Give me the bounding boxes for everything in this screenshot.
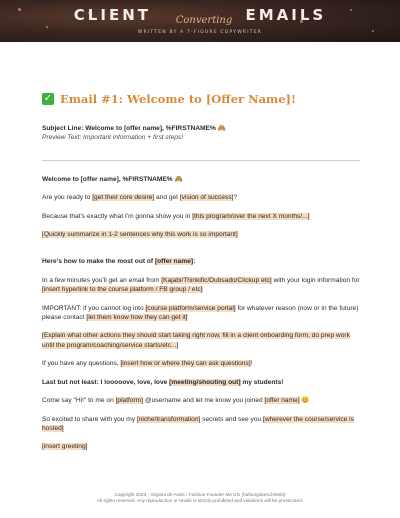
placeholder-hyperlink: [insert hyperlink to the course platform / FB group / etc] [42,286,203,294]
placeholder-core-desire: [get their core desire] [92,194,155,202]
how-to-heading: Here's how to make the most out of [offer name]: [42,258,196,266]
paragraph-actions [42,331,360,350]
placeholder-offer-name-2: [offer name] [264,397,300,405]
email-heading-text: Email #1: Welcome to [Offer Name]! [60,92,297,106]
placeholder-offer-name: [offer name] [154,258,194,266]
section-divider [42,160,360,161]
placeholder-shouting-out: [meeting/shouting out] [169,378,241,386]
placeholder-program: [this program/over the next X months/...] [192,212,310,220]
rights-line: All rights reserved. Any reproduction or resale is strictly prohibited and violations will be prosecuted. [96,498,304,503]
placeholder-actions: [Explain what other actions they should start taking right now, fill in a client onboarding form, do prep work until the program/coaching/service starts/etc...] [42,332,350,349]
checkmark-icon: ✓ [43,93,53,104]
copyright-line: Copyright 2023 - Virginia de Assis / Fashion Founder Me UG (haftungsbeschränkt) [114,492,286,497]
paragraph-ready: Are you ready to [get their core desire] and get [vision of success]? [42,194,238,202]
placeholder-niche: [niche/transformation] [136,415,201,423]
placeholder-hosted: [wherever the course/service is hosted] [42,415,354,432]
subject-line: Subject Line: Welcome to [offer name], %FIRSTNAME% 🙈 [42,125,226,132]
placeholder-social-platform: [platform] [115,397,144,405]
banner-title-right: EMAILS [245,6,327,24]
greeting-line: Welcome to [offer name], %FIRSTNAME% 🙈 [42,175,183,183]
placeholder-questions: [insert how or where they can ask questions] [120,360,251,368]
paragraph-summary [42,230,360,239]
paragraph-signoff [42,442,360,451]
placeholder-vision: [vision of success] [179,194,234,202]
paragraph-questions: If you have any questions, [insert how or where they can ask questions]! [42,360,253,368]
paragraph-say-hi: Come say "Hi!" to me on [platform] @username and let me know you joined [offer name] 😊 [42,397,310,405]
placeholder-summary: [Quickly summarize in 1-2 sentences why this work is so important] [42,231,238,239]
paragraph-login-email: In a few minutes you'll get an email from [Kajabi/Thinkific/Dubsado/Clickup etc] with your login information for [insert hyperlink to the course platform / FB group / etc] [42,276,360,294]
paragraph-important: IMPORTANT: if you cannot log into [course platform/service portal] for whatever reason (now or in the future) please contact [let them know how they can get it] [42,304,359,322]
email-heading [42,92,360,106]
banner-tagline: WRITTEN BY A 7-FIGURE COPYWRITER [137,30,263,35]
paragraph-excited: So excited to share with you my [niche/transformation] secrets and see you [wherever the course/service is hosted] [42,415,354,432]
header-banner [0,0,400,42]
copyright-footer [0,492,400,504]
placeholder-greeting: [insert greeting] [42,443,88,451]
placeholder-contact: [let them know how they can get it] [86,314,188,322]
placeholder-portal: [course platform/service portal] [145,304,236,312]
banner-script-word: Converting [175,15,233,26]
email-document [42,92,360,452]
banner-title-left: CLIENT [73,6,151,24]
preview-text: Preview Text: Important information + first steps! [42,134,184,142]
paragraph-last: Last but not least: I looooove, love, love [meeting/shouting out] my students! [42,378,284,386]
paragraph-because: Because that's exactly what I'm gonna show you in [this program/over the next X months/...] [42,212,310,220]
placeholder-platform-list: [Kajabi/Thinkific/Dubsado/Clickup etc] [161,276,272,284]
